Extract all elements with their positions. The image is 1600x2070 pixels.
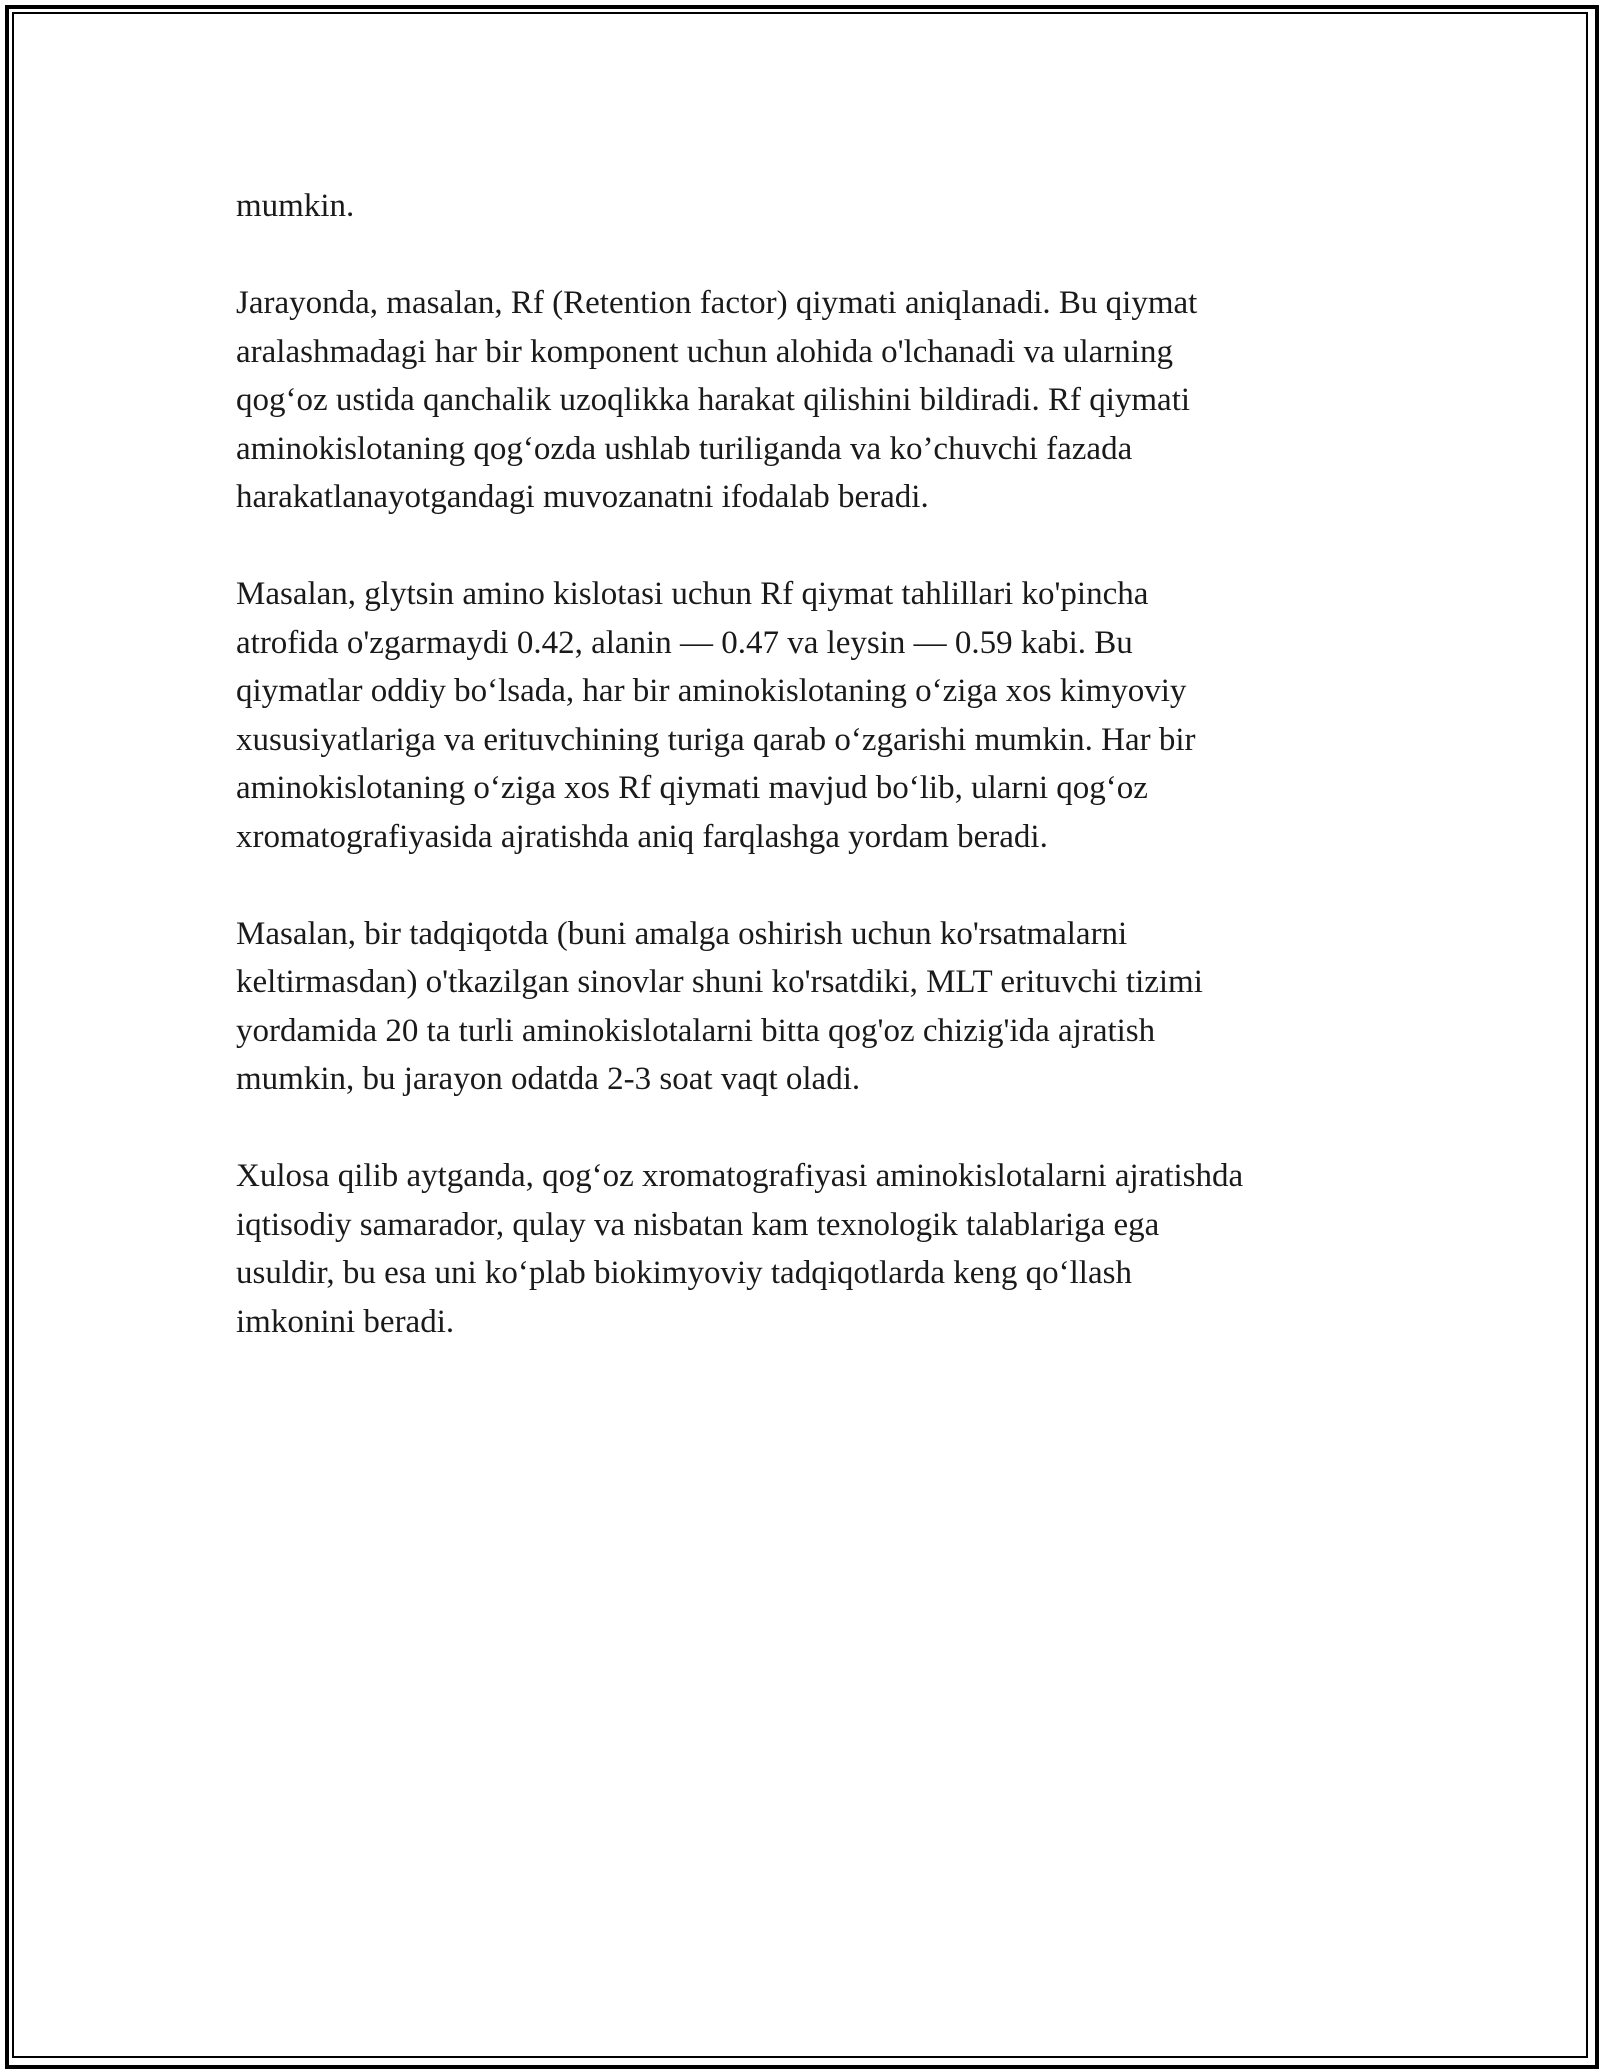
text-line: atrofida o'zgarmaydi 0.42, alanin — 0.47 va leysin — 0.59 kabi. Bu <box>236 624 1133 661</box>
text-line: aminokislotaning o‘ziga xos Rf qiymati mavjud bo‘lib, ularni qog‘oz <box>236 770 1148 806</box>
text-line: keltirmasdan) o'tkazilgan sinovlar shuni ko'rsatdiki, MLT erituvchi tizimi <box>236 964 1203 1000</box>
text-line: qog‘oz ustida qanchalik uzoqlikka harakat qilishini bildiradi. Rf qiymati <box>236 382 1191 418</box>
paragraph-rf-definition <box>236 279 1376 522</box>
text-line: mumkin, bu jarayon odatda 2-3 soat vaqt oladi. <box>236 1061 861 1097</box>
text-line: Xulosa qilib aytganda, qog‘oz xromatografiyasi aminokislotalarni ajratishda <box>236 1158 1244 1194</box>
text-line: aralashmadagi har bir komponent uchun alohida o'lchanadi va ularning <box>236 333 1173 370</box>
text-line: xususiyatlariga va erituvchining turiga qarab o‘zgarishi mumkin. Har bir <box>236 721 1196 758</box>
paragraph-rf-examples <box>236 570 1376 861</box>
document-body <box>236 182 1376 1395</box>
text-line: mumkin. <box>236 188 355 224</box>
text-line: Masalan, bir tadqiqotda (buni amalga oshirish uchun ko'rsatmalarni <box>236 915 1128 952</box>
text-line: qiymatlar oddiy bo‘lsada, har bir aminokislotaning o‘ziga xos kimyoviy <box>236 673 1187 709</box>
paragraph-study <box>236 910 1376 1104</box>
paragraph-conclusion <box>236 1152 1376 1346</box>
text-line: aminokislotaning qog‘ozda ushlab turiliganda va ko’chuvchi fazada <box>236 430 1133 467</box>
text-line: Masalan, glytsin amino kislotasi uchun Rf qiymat tahlillari ko'pincha <box>236 576 1149 612</box>
text-line: usuldir, bu esa uni ko‘plab biokimyoviy tadqiqotlarda keng qo‘llash <box>236 1255 1132 1291</box>
text-line: harakatlanayotgandagi muvozanatni ifodalab beradi. <box>236 479 929 515</box>
text-line: yordamida 20 ta turli aminokislotalarni bitta qog'oz chizig'ida ajratish <box>236 1012 1156 1049</box>
text-line: imkonini beradi. <box>236 1303 455 1340</box>
paragraph-continuation <box>236 182 1376 231</box>
text-line: xromatografiyasida ajratishda aniq farqlashga yordam beradi. <box>236 818 1048 855</box>
text-line: iqtisodiy samarador, qulay va nisbatan kam texnologik talablariga ega <box>236 1206 1160 1243</box>
text-line: Jarayonda, masalan, Rf (Retention factor) qiymati aniqlanadi. Bu qiymat <box>236 285 1198 321</box>
